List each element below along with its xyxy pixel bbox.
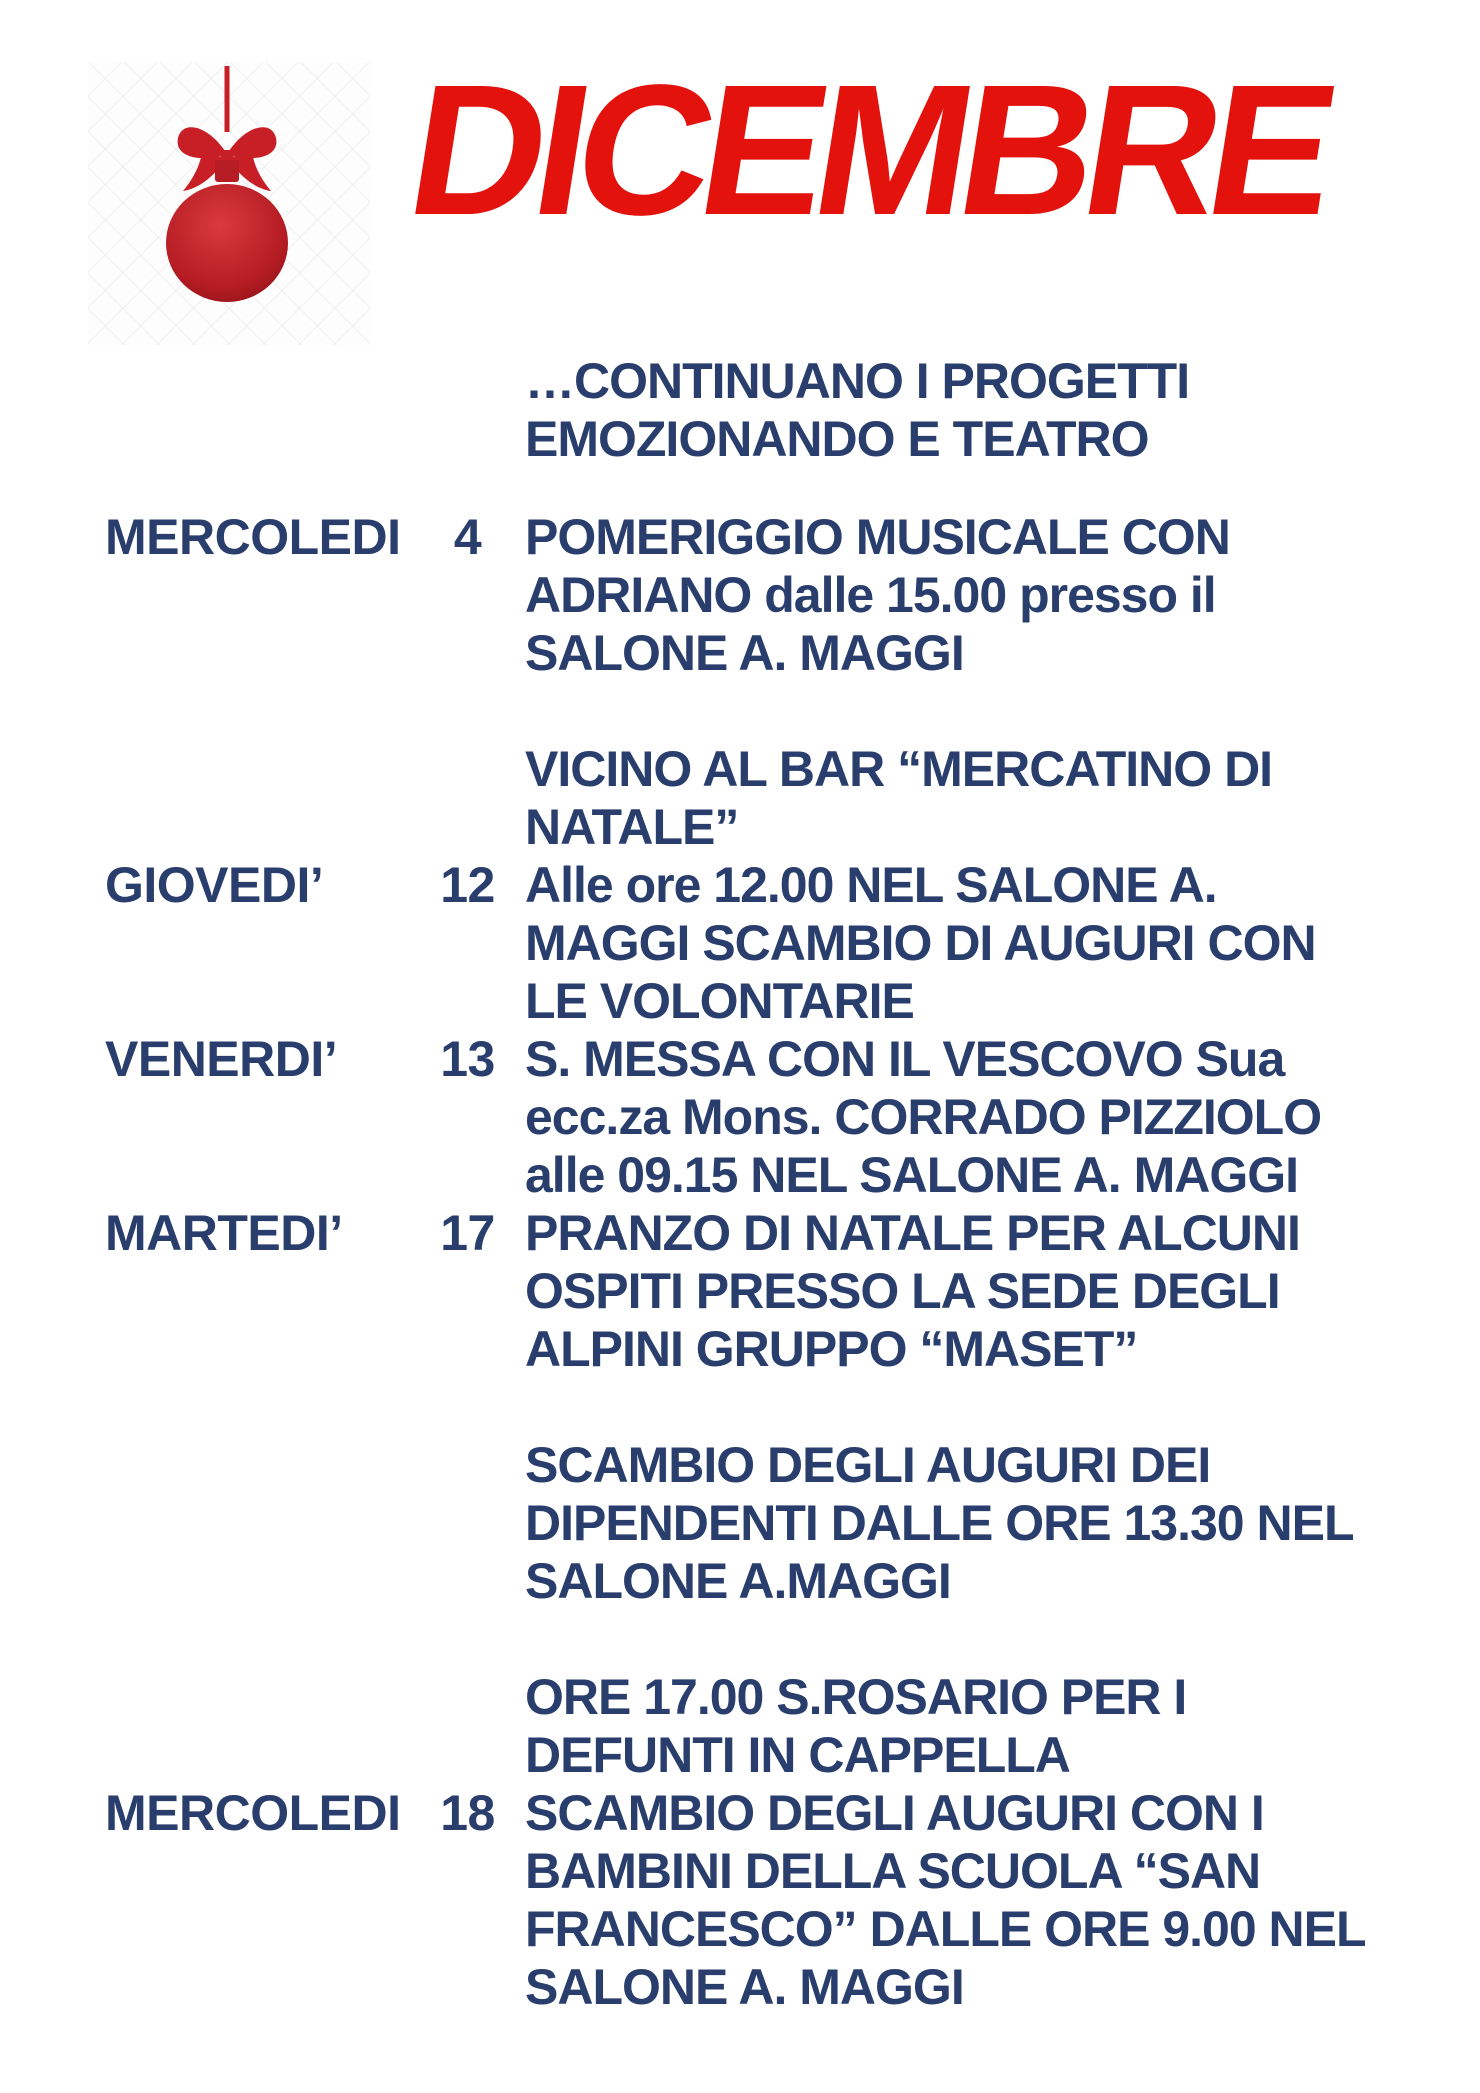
- event-text: [525, 1436, 1354, 1610]
- event-row: [0, 1030, 1480, 1204]
- day-label: MERCOLEDI: [105, 509, 401, 565]
- day-cell: [105, 1436, 430, 1610]
- event-line: LE VOLONTARIE: [525, 973, 914, 1029]
- event-text: [525, 1784, 1366, 2016]
- day-number: 4: [453, 509, 482, 565]
- event-row: [0, 856, 1480, 1030]
- event-line: ADRIANO dalle 15.00 presso il: [525, 567, 1216, 623]
- event-row: [0, 508, 1480, 682]
- num-cell: [430, 352, 505, 468]
- event-line: alle 09.15 NEL SALONE A. MAGGI: [525, 1147, 1299, 1203]
- day-label: VENERDI’: [105, 1031, 338, 1087]
- event-row: [0, 740, 1480, 856]
- day-number: 12: [440, 857, 495, 913]
- event-line: OSPITI PRESSO LA SEDE DEGLI: [525, 1263, 1280, 1319]
- spacer: [0, 1378, 1480, 1436]
- day-cell: [105, 1668, 430, 1784]
- intro-text: [525, 352, 1189, 468]
- event-line: SALONE A. MAGGI: [525, 625, 964, 681]
- event-line: S. MESSA CON IL VESCOVO Sua: [525, 1031, 1285, 1087]
- event-row: [0, 1668, 1480, 1784]
- event-text: [525, 1204, 1300, 1378]
- event-row: [0, 1204, 1480, 1378]
- event-text: [525, 1030, 1321, 1204]
- num-cell: [430, 1436, 505, 1610]
- event-line: FRANCESCO” DALLE ORE 9.00 NEL: [525, 1901, 1366, 1957]
- schedule: [0, 352, 1480, 2016]
- day-number: 17: [440, 1205, 495, 1261]
- event-line: BAMBINI DELLA SCUOLA “SAN: [525, 1843, 1261, 1899]
- event-row: [0, 1436, 1480, 1610]
- page-title: DICEMBRE: [396, 47, 1342, 254]
- event-line: SCAMBIO DEGLI AUGURI CON I: [525, 1785, 1264, 1841]
- spacer: [0, 1610, 1480, 1668]
- event-line: POMERIGGIO MUSICALE CON: [525, 509, 1230, 565]
- day-cell: [105, 352, 430, 468]
- day-label: GIOVEDI’: [105, 857, 324, 913]
- event-line: DIPENDENTI DALLE ORE 13.30 NEL: [525, 1495, 1354, 1551]
- spacer: [0, 468, 1480, 508]
- event-line: NATALE”: [525, 799, 739, 855]
- event-line: ALPINI GRUPPO “MASET”: [525, 1321, 1138, 1377]
- event-line: SALONE A.MAGGI: [525, 1553, 951, 1609]
- event-line: ecc.za Mons. CORRADO PIZZIOLO: [525, 1089, 1322, 1145]
- event-text: [525, 740, 1272, 856]
- day-label: MERCOLEDI: [105, 1785, 401, 1841]
- intro-line: EMOZIONANDO E TEATRO: [525, 411, 1149, 467]
- christmas-ornament-icon: [88, 62, 370, 345]
- event-line: SALONE A. MAGGI: [525, 1959, 964, 2015]
- event-line: ORE 17.00 S.ROSARIO PER I: [525, 1669, 1187, 1725]
- num-cell: [430, 740, 505, 856]
- event-text: [525, 1668, 1186, 1784]
- event-line: PRANZO DI NATALE PER ALCUNI: [525, 1205, 1300, 1261]
- event-row: [0, 1784, 1480, 2016]
- intro-row: [0, 352, 1480, 468]
- intro-line: …CONTINUANO I PROGETTI: [525, 353, 1190, 409]
- event-line: VICINO AL BAR “MERCATINO DI: [525, 741, 1273, 797]
- event-text: [525, 856, 1316, 1030]
- event-line: Alle ore 12.00 NEL SALONE A.: [525, 857, 1217, 913]
- event-line: MAGGI SCAMBIO DI AUGURI CON: [525, 915, 1316, 971]
- day-label: MARTEDI’: [105, 1205, 343, 1261]
- ornament-image: [88, 62, 370, 345]
- event-line: SCAMBIO DEGLI AUGURI DEI: [525, 1437, 1211, 1493]
- day-number: 13: [440, 1031, 495, 1087]
- spacer: [0, 682, 1480, 740]
- num-cell: [430, 1668, 505, 1784]
- event-text: [525, 508, 1230, 682]
- day-cell: [105, 740, 430, 856]
- day-number: 18: [440, 1785, 495, 1841]
- event-line: DEFUNTI IN CAPPELLA: [525, 1727, 1070, 1783]
